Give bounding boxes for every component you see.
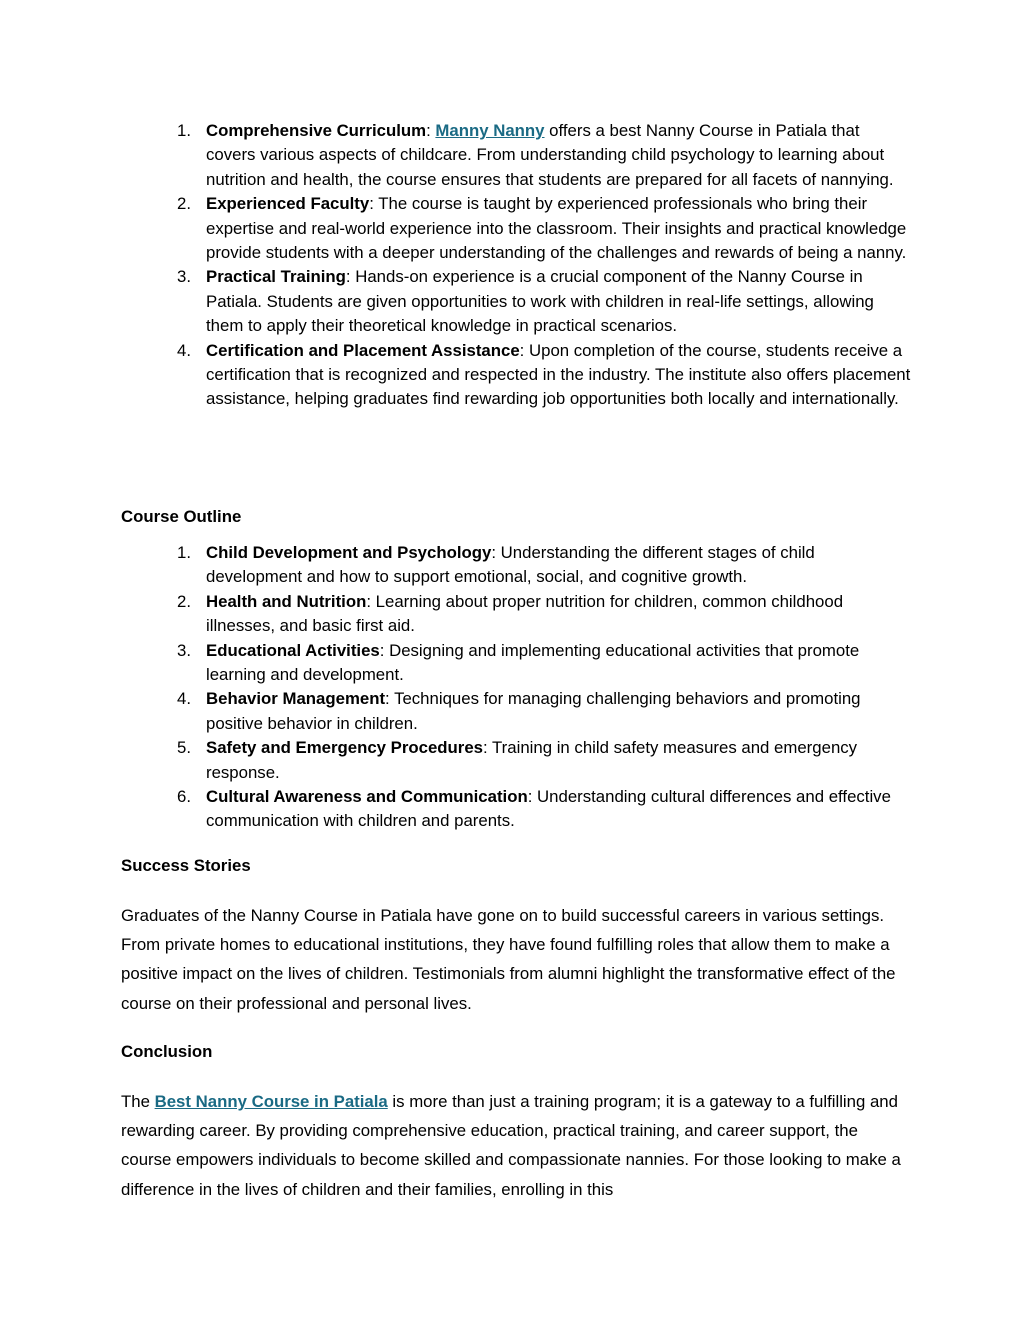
item-text: offers a best Nanny Course in Patiala that covers various aspects of childcare. From understanding child psychology to learning about nutrition and health, the course ensures that students are prepared for all facets of nannying. [206, 121, 894, 189]
item-text: : Understanding the different stages of child development and how to support emotional, social, and cognitive growth. [206, 543, 815, 587]
item-text: : Learning about proper nutrition for children, common childhood illnesses, and basic first aid. [206, 591, 844, 636]
course-outline-heading: Course Outline [121, 507, 242, 526]
list-item [121, 590, 911, 639]
item-text: : Training in child safety measures and emergency response. [206, 738, 858, 782]
list-item [121, 687, 911, 736]
list-number: 4. [177, 340, 191, 360]
list-number: 4. [177, 689, 191, 709]
item-title: Educational Activities [206, 640, 380, 660]
item-title: Health and Nutrition [206, 591, 367, 611]
list-item [121, 541, 911, 590]
item-separator: : [426, 121, 436, 140]
list-number: 3. [177, 267, 191, 287]
list-number: 5. [177, 738, 191, 758]
success-stories-heading: Success Stories [121, 856, 251, 875]
item-title: Experienced Faculty [206, 194, 370, 214]
list-number: 6. [177, 787, 191, 807]
conclusion-text: is more than just a training program; it is a gateway to a fulfilling and rewarding career. By providing comprehensive education, practical training, and career support, the course empowers individuals to become skilled and compassionate nannies. For those looking to make a difference in the lives of children and their families, enrolling in this [121, 1092, 901, 1199]
list-item [121, 736, 911, 785]
conclusion-prefix: The [121, 1092, 155, 1111]
item-title: Safety and Emergency Procedures [206, 738, 484, 758]
item-title: Practical Training [206, 267, 346, 287]
features-list [121, 119, 911, 412]
item-title: Certification and Placement Assistance [206, 340, 520, 360]
item-title: Behavior Management [206, 689, 386, 709]
item-text: : Upon completion of the course, students receive a certification that is recognized and respected in the industry. The institute also offers placement assistance, helping graduates find rewarding job opportunities both locally and internationally. [206, 340, 911, 409]
list-number: 1. [177, 543, 191, 562]
course-outline-list [121, 541, 911, 834]
list-item [121, 265, 911, 338]
conclusion-paragraph [121, 1087, 911, 1204]
list-item [121, 339, 911, 412]
item-title: Comprehensive Curriculum [206, 121, 427, 140]
success-stories-paragraph: Graduates of the Nanny Course in Patiala have gone on to build successful careers in various settings. From private homes to educational institutions, they have found fulfilling roles that allow them to make a positive impact on the lives of children. Testimonials from alumni highlight the transformative effect of the course on their professional and personal lives. [121, 906, 896, 1013]
item-text: : The course is taught by experienced professionals who bring their expertise and real-world experience into the classroom. Their insights and practical knowledge provide students with a deeper understanding of the challenges and rewards of being a nanny. [206, 194, 907, 263]
manny-nanny-link[interactable]: Manny Nanny [435, 121, 545, 140]
list-number: 1. [177, 121, 191, 140]
item-title: Child Development and Psychology [206, 543, 492, 562]
list-number: 2. [177, 591, 191, 611]
list-item [121, 192, 911, 265]
list-item [121, 119, 911, 192]
item-title: Cultural Awareness and Communication [206, 787, 528, 807]
best-nanny-course-link[interactable]: Best Nanny Course in Patiala [154, 1092, 388, 1111]
list-number: 3. [177, 640, 191, 660]
item-text: : Understanding cultural differences and effective communication with children and parents. [206, 787, 891, 831]
list-item [121, 785, 911, 834]
item-text: : Designing and implementing educational activities that promote learning and development. [206, 640, 860, 685]
conclusion-heading: Conclusion [121, 1042, 213, 1061]
list-number: 2. [177, 194, 191, 214]
item-text: : Techniques for managing challenging behaviors and promoting positive behavior in children. [206, 689, 861, 733]
item-text: : Hands-on experience is a crucial component of the Nanny Course in Patiala. Students are given opportunities to work with children in real-life settings, allowing them to apply their theoretical knowledge in practical scenarios. [206, 267, 874, 336]
list-item [121, 639, 911, 688]
